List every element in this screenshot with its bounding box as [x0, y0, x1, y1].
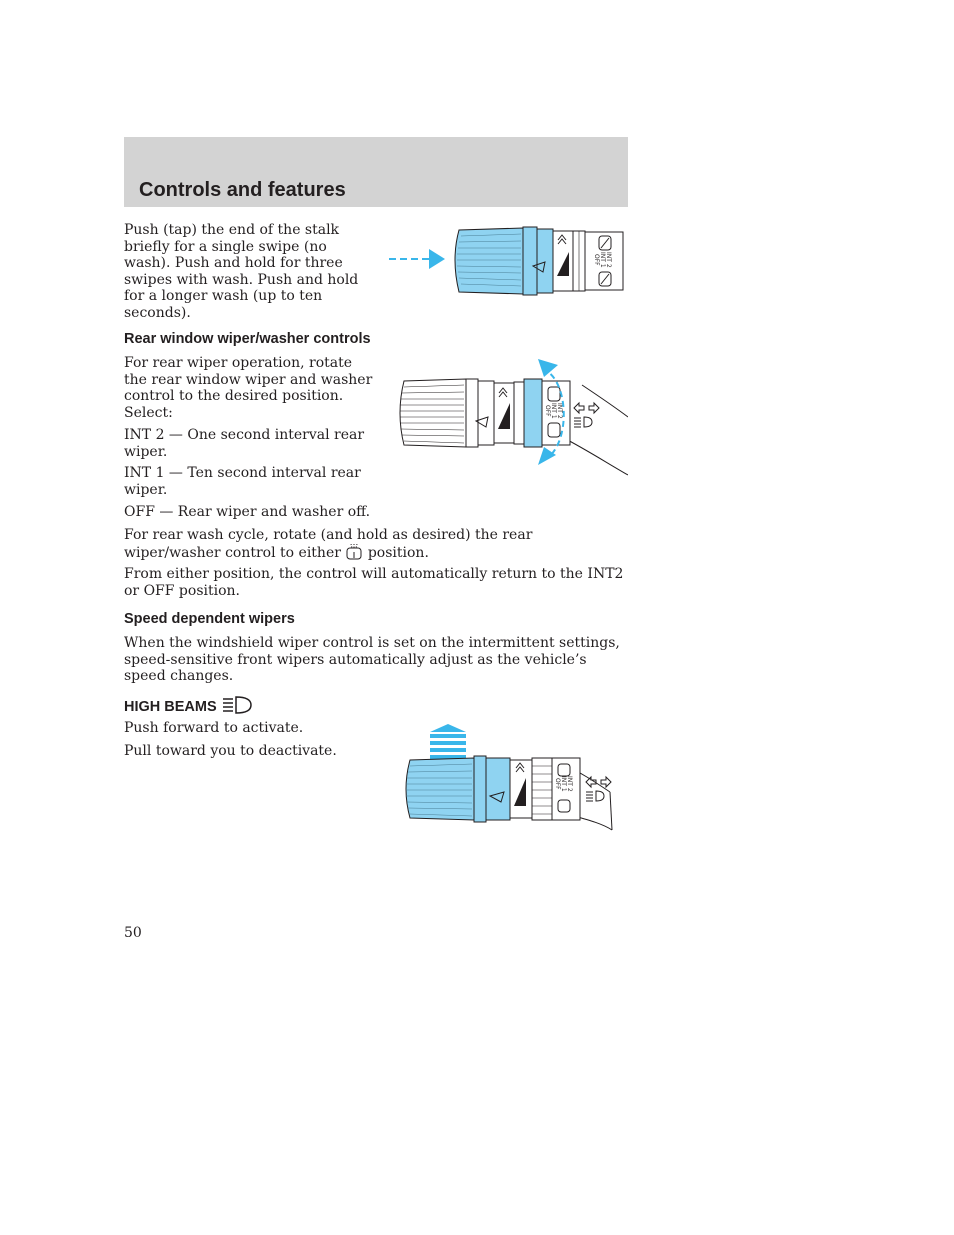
rear-intro: For rear wiper operation, rotate the rear window wiper and washer control to the desired position. Select:	[124, 355, 373, 421]
stalk-label-off: OFF	[593, 254, 600, 266]
stalk-label-int2: INT 2	[566, 776, 573, 792]
rear-return: From either position, the control will automatically return to the INT2 or OFF position.	[124, 566, 624, 599]
stalk-label-off: OFF	[554, 778, 561, 790]
high-beams-heading-row	[124, 696, 253, 718]
rear-wash-cycle-text-end: position.	[367, 544, 429, 561]
rear-wash-cycle-text: For rear wash cycle, rotate (and hold as desired) the rear wiper/washer control to either	[124, 527, 533, 561]
stalk-label-int2: INT 2	[605, 252, 612, 268]
stalk-label-int1: INT 1	[599, 252, 606, 268]
stalk-label-int1: INT 1	[560, 776, 567, 792]
high-beam-push-illustration	[400, 722, 615, 832]
stalk-label-off: OFF	[544, 405, 551, 417]
header-band	[124, 137, 628, 207]
speed-wipers-heading: Speed dependent wipers	[124, 611, 295, 627]
stalk-push-illustration	[385, 222, 630, 298]
rear-int2: INT 2 — One second interval rear wiper.	[124, 427, 365, 460]
page-number: 50	[124, 925, 142, 941]
wash-paragraph: Push (tap) the end of the stalk briefly for a single swipe (no wash). Push and hold for three swipes with wash. Push and hold for a longer wash (up to ten seconds).	[124, 222, 359, 321]
rear-off: OFF — Rear wiper and washer off.	[124, 504, 371, 520]
high-beams-deactivate: Pull toward you to deactivate.	[124, 743, 337, 759]
rear-wiper-heading: Rear window wiper/washer controls	[124, 331, 371, 347]
stalk-label-int2: INT 2	[556, 403, 563, 419]
high-beam-icon	[221, 696, 253, 718]
rear-wash-icon	[345, 544, 363, 565]
rear-wash-cycle	[124, 527, 628, 564]
high-beams-activate: Push forward to activate.	[124, 720, 304, 736]
stalk-label-int1: INT 1	[550, 403, 557, 419]
rear-wiper-rotate-illustration	[392, 355, 628, 477]
rear-int1: INT 1 — Ten second interval rear wiper.	[124, 465, 361, 498]
page-title: Controls and features	[139, 179, 346, 201]
high-beams-heading: HIGH BEAMS	[124, 699, 217, 715]
speed-wipers-text: When the windshield wiper control is set on the intermittent settings, speed-sensitive front wipers automatically adjust as the vehicle’s speed changes.	[124, 635, 620, 684]
